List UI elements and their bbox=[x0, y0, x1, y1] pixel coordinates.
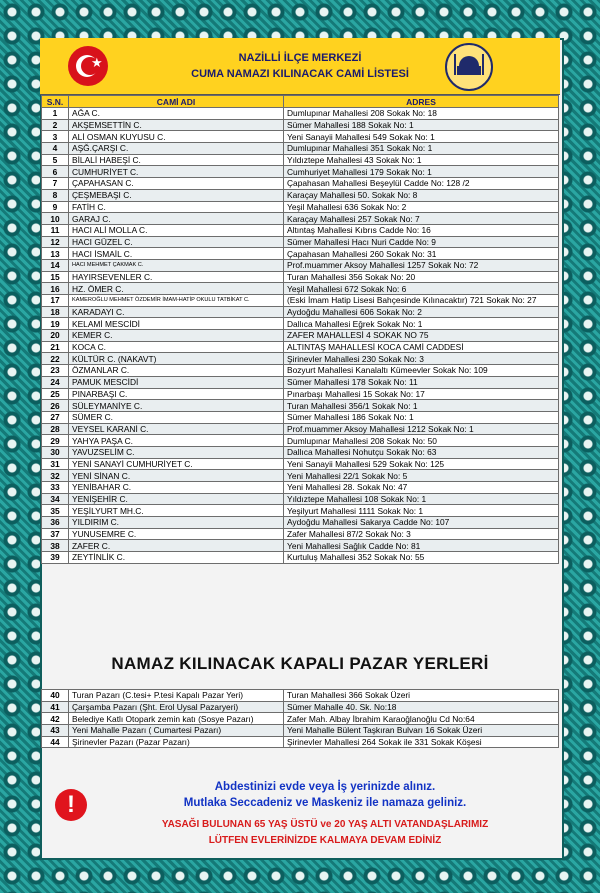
row-address: Yeşilyurt Mahallesi 1111 Sokak No: 1 bbox=[284, 505, 559, 517]
row-address: Yeni Sanayii Mahallesi 529 Sokak No: 125 bbox=[284, 458, 559, 470]
row-sn: 11 bbox=[42, 224, 69, 236]
table-row bbox=[42, 259, 559, 271]
row-sn: 29 bbox=[42, 435, 69, 447]
row-name: YENİBAHAR C. bbox=[69, 482, 284, 494]
row-sn: 19 bbox=[42, 318, 69, 330]
row-address: Yeşil Mahallesi 672 Sokak No: 6 bbox=[284, 283, 559, 295]
table-row bbox=[42, 411, 559, 423]
table-row bbox=[42, 248, 559, 260]
row-address: Kurtuluş Mahallesi 352 Sokak No: 55 bbox=[284, 552, 559, 564]
row-address: Şirinevler Mahallesi 264 Sokak ile 331 Sokak Köşesi bbox=[284, 736, 559, 748]
row-name: KARADAYI C. bbox=[69, 306, 284, 318]
mosque-table bbox=[41, 95, 559, 564]
row-address: Prof.muammer Aksoy Mahallesi 1212 Sokak No: 1 bbox=[284, 423, 559, 435]
row-name: YAVUZSELİM C. bbox=[69, 446, 284, 458]
table-row bbox=[42, 376, 559, 388]
row-name: KELAMİ MESCİDİ bbox=[69, 318, 284, 330]
row-address: ALTINTAŞ MAHALLESİ KOCA CAMİ CADDESİ bbox=[284, 341, 559, 353]
notice-line-1: Abdestinizi evde veya İş yerinizde alınız. bbox=[214, 781, 436, 793]
row-name: YENİŞEHİR C. bbox=[69, 493, 284, 505]
row-address: Zafer Mah. Albay İbrahim Karaoğlanoğlu Cd No:64 bbox=[284, 713, 559, 725]
row-address: Karaçay Mahallesi 50. Sokak No: 8 bbox=[284, 189, 559, 201]
row-sn: 30 bbox=[42, 446, 69, 458]
row-address: Dallıca Mahallesi Eğrek Sokak No: 1 bbox=[284, 318, 559, 330]
row-sn: 2 bbox=[42, 119, 69, 131]
row-sn: 31 bbox=[42, 458, 69, 470]
row-name: PAMUK MESCİDİ bbox=[69, 376, 284, 388]
row-name: ÖZMANLAR C. bbox=[69, 365, 284, 377]
row-name: FATİH C. bbox=[69, 201, 284, 213]
row-name: HACI İSMAİL C. bbox=[69, 248, 284, 260]
table-header-row bbox=[42, 96, 559, 108]
row-name: YILDIRIM C. bbox=[69, 517, 284, 529]
row-address: Cumhuriyet Mahallesi 179 Sokak No: 1 bbox=[284, 166, 559, 178]
row-name: KÜLTÜR C. (NAKAVT) bbox=[69, 353, 284, 365]
row-sn: 39 bbox=[42, 552, 69, 564]
row-sn: 18 bbox=[42, 306, 69, 318]
row-address: Yeni Mahallesi 22/1 Sokak No: 5 bbox=[284, 470, 559, 482]
row-name: AŞĞ.ÇARŞI C. bbox=[69, 143, 284, 155]
row-sn: 15 bbox=[42, 271, 69, 283]
row-address: Çapahasan Mahallesi 260 Sokak No: 31 bbox=[284, 248, 559, 260]
table-row bbox=[42, 224, 559, 236]
header-name: CAMİ ADI bbox=[69, 96, 284, 108]
row-address: Aydoğdu Mahallesi 606 Sokak No: 2 bbox=[284, 306, 559, 318]
row-sn: 40 bbox=[42, 690, 69, 702]
row-address: Sümer Mahalle 40. Sk. No:18 bbox=[284, 701, 559, 713]
table-row bbox=[42, 713, 559, 725]
row-name: YEŞİLYURT MH.C. bbox=[69, 505, 284, 517]
row-sn: 1 bbox=[42, 108, 69, 120]
row-name: YENİ SANAYİ CUMHURİYET C. bbox=[69, 458, 284, 470]
table-row bbox=[42, 423, 559, 435]
row-address: Çapahasan Mahallesi Beşeylül Cadde No: 128 /2 bbox=[284, 178, 559, 190]
row-address: Yeşil Mahallesi 636 Sokak No: 2 bbox=[284, 201, 559, 213]
row-sn: 38 bbox=[42, 540, 69, 552]
table-row bbox=[42, 295, 559, 307]
row-sn: 21 bbox=[42, 341, 69, 353]
row-name: BİLALİ HABEŞİ C. bbox=[69, 154, 284, 166]
table-row bbox=[42, 131, 559, 143]
row-address: Pınarbaşı Mahallesi 15 Sokak No: 17 bbox=[284, 388, 559, 400]
row-sn: 32 bbox=[42, 470, 69, 482]
row-sn: 14 bbox=[42, 259, 69, 271]
notice-line-4: LÜTFEN EVLERİNİZDE KALMAYA DEVAM EDİNİZ bbox=[208, 835, 442, 846]
header-sn: S.N. bbox=[42, 96, 69, 108]
row-sn: 13 bbox=[42, 248, 69, 260]
row-address: Yeni Mahallesi 28. Sokak No: 47 bbox=[284, 482, 559, 494]
row-address: Yeni Mahallesi Sağlık Cadde No: 81 bbox=[284, 540, 559, 552]
row-name: YUNUSEMRE C. bbox=[69, 528, 284, 540]
mosque-table-body bbox=[42, 108, 559, 564]
row-name: KAMEROĞLU MEHMET ÖZDEMİR İMAM-HATİP OKULU TATBİKAT C. bbox=[69, 295, 284, 307]
row-address: Yeni Mahalle Bülent Taşkıran Bulvarı 16 Sokak Üzeri bbox=[284, 725, 559, 737]
row-sn: 17 bbox=[42, 295, 69, 307]
table-row bbox=[42, 341, 559, 353]
row-sn: 35 bbox=[42, 505, 69, 517]
row-name: AĞA C. bbox=[69, 108, 284, 120]
table-row bbox=[42, 400, 559, 412]
row-sn: 42 bbox=[42, 713, 69, 725]
row-name: SÜMER C. bbox=[69, 411, 284, 423]
notice-box bbox=[41, 771, 559, 856]
table-row bbox=[42, 353, 559, 365]
row-name: AKŞEMSETTİN C. bbox=[69, 119, 284, 131]
row-address: Yeni Sanayii Mahallesi 549 Sokak No: 1 bbox=[284, 131, 559, 143]
row-name: HZ. ÖMER C. bbox=[69, 283, 284, 295]
mufti-logo-icon bbox=[445, 43, 493, 91]
row-address: Turan Mahallesi 356 Sokak No: 20 bbox=[284, 271, 559, 283]
row-name: YAHYA PAŞA C. bbox=[69, 435, 284, 447]
table-row bbox=[42, 388, 559, 400]
row-address: (Eski İmam Hatip Lisesi Bahçesinde Kılınacaktır) 721 Sokak No: 27 bbox=[284, 295, 559, 307]
row-address: Sümer Mahallesi 178 Sokak No: 11 bbox=[284, 376, 559, 388]
row-name: GARAJ C. bbox=[69, 213, 284, 225]
row-name: ZEYTİNLİK C. bbox=[69, 552, 284, 564]
table-row bbox=[42, 482, 559, 494]
row-sn: 4 bbox=[42, 143, 69, 155]
row-name: HAYIRSEVENLER C. bbox=[69, 271, 284, 283]
row-address: Aydoğdu Mahallesi Sakarya Cadde No: 107 bbox=[284, 517, 559, 529]
header-address: ADRES bbox=[284, 96, 559, 108]
pazar-table-body bbox=[42, 690, 559, 748]
row-address: ZAFER MAHALLESİ 4 SOKAK NO 75 bbox=[284, 330, 559, 342]
table-row bbox=[42, 736, 559, 748]
row-name: Yeni Mahalle Pazarı ( Cumartesi Pazarı) bbox=[69, 725, 284, 737]
row-address: Dallıca Mahallesi Nohutçu Sokak No: 63 bbox=[284, 446, 559, 458]
row-sn: 3 bbox=[42, 131, 69, 143]
row-address: Turan Mahallesi 366 Sokak Üzeri bbox=[284, 690, 559, 702]
row-sn: 37 bbox=[42, 528, 69, 540]
row-sn: 7 bbox=[42, 178, 69, 190]
row-name: CUMHURİYET C. bbox=[69, 166, 284, 178]
row-name: Şirinevler Pazarı (Pazar Pazarı) bbox=[69, 736, 284, 748]
table-row bbox=[42, 178, 559, 190]
table-row bbox=[42, 318, 559, 330]
table-row bbox=[42, 493, 559, 505]
row-sn: 43 bbox=[42, 725, 69, 737]
table-row bbox=[42, 458, 559, 470]
row-sn: 36 bbox=[42, 517, 69, 529]
row-name: SÜLEYMANİYE C. bbox=[69, 400, 284, 412]
table-row bbox=[42, 528, 559, 540]
exclamation-icon: ! bbox=[55, 789, 87, 821]
row-address: Bozyurt Mahallesi Kanalaltı Kümeevler Sokak No: 109 bbox=[284, 365, 559, 377]
page-header bbox=[40, 38, 560, 95]
table-row bbox=[42, 143, 559, 155]
row-sn: 27 bbox=[42, 411, 69, 423]
table-row bbox=[42, 154, 559, 166]
row-address: Yıldıztepe Mahallesi 43 Sokak No: 1 bbox=[284, 154, 559, 166]
table-row bbox=[42, 690, 559, 702]
row-address: Zafer Mahallesi 87/2 Sokak No: 3 bbox=[284, 528, 559, 540]
row-sn: 10 bbox=[42, 213, 69, 225]
row-address: Prof.muammer Aksoy Mahallesi 1257 Sokak No: 72 bbox=[284, 259, 559, 271]
row-name: ÇEŞMEBAŞI C. bbox=[69, 189, 284, 201]
row-sn: 23 bbox=[42, 365, 69, 377]
turkish-flag-icon: ★ bbox=[68, 46, 108, 86]
row-address: Şirinevler Mahallesi 230 Sokak No: 3 bbox=[284, 353, 559, 365]
row-sn: 24 bbox=[42, 376, 69, 388]
row-sn: 20 bbox=[42, 330, 69, 342]
table-row bbox=[42, 213, 559, 225]
header-title-2: CUMA NAMAZI KILINACAK CAMİ LİSTESİ bbox=[191, 68, 409, 80]
row-address: Sümer Mahallesi 188 Sokak No: 1 bbox=[284, 119, 559, 131]
row-sn: 33 bbox=[42, 482, 69, 494]
row-name: ZAFER C. bbox=[69, 540, 284, 552]
row-name: Turan Pazarı (C.tesi+ P.tesi Kapalı Pazar Yeri) bbox=[69, 690, 284, 702]
row-name: ÇAPAHASAN C. bbox=[69, 178, 284, 190]
row-address: Altıntaş Mahallesi Kıbrıs Cadde No: 16 bbox=[284, 224, 559, 236]
row-name: HACI ALİ MOLLA C. bbox=[69, 224, 284, 236]
row-sn: 9 bbox=[42, 201, 69, 213]
notice-line-3: YASAĞI BULUNAN 65 YAŞ ÜSTÜ ve 20 YAŞ ALTI VATANDAŞLARIMIZ bbox=[161, 819, 489, 830]
table-row bbox=[42, 470, 559, 482]
row-address: Karaçay Mahallesi 257 Sokak No: 7 bbox=[284, 213, 559, 225]
row-address: Dumlupınar Mahallesi 351 Sokak No: 1 bbox=[284, 143, 559, 155]
row-sn: 41 bbox=[42, 701, 69, 713]
table-row bbox=[42, 701, 559, 713]
table-row bbox=[42, 119, 559, 131]
row-sn: 25 bbox=[42, 388, 69, 400]
row-name: KOCA C. bbox=[69, 341, 284, 353]
table-row bbox=[42, 108, 559, 120]
row-sn: 28 bbox=[42, 423, 69, 435]
table-row bbox=[42, 306, 559, 318]
table-row bbox=[42, 505, 559, 517]
row-address: Yıldıztepe Mahallesi 108 Sokak No: 1 bbox=[284, 493, 559, 505]
row-address: Dumlupınar Mahallesi 208 Sokak No: 18 bbox=[284, 108, 559, 120]
row-sn: 26 bbox=[42, 400, 69, 412]
row-name: PINARBAŞI C. bbox=[69, 388, 284, 400]
table-row bbox=[42, 446, 559, 458]
row-sn: 16 bbox=[42, 283, 69, 295]
pazar-section-title: NAMAZ KILINACAK KAPALI PAZAR YERLERİ bbox=[111, 654, 489, 673]
row-name: HACI GÜZEL C. bbox=[69, 236, 284, 248]
row-name: YENİ SİNAN C. bbox=[69, 470, 284, 482]
row-sn: 6 bbox=[42, 166, 69, 178]
row-sn: 44 bbox=[42, 736, 69, 748]
table-row bbox=[42, 517, 559, 529]
table-row bbox=[42, 365, 559, 377]
row-name: KEMER C. bbox=[69, 330, 284, 342]
table-row bbox=[42, 435, 559, 447]
row-sn: 12 bbox=[42, 236, 69, 248]
row-address: Turan Mahallesi 356/1 Sokak No: 1 bbox=[284, 400, 559, 412]
table-row bbox=[42, 552, 559, 564]
row-address: Dumlupınar Mahallesi 208 Sokak No: 50 bbox=[284, 435, 559, 447]
table-row bbox=[42, 725, 559, 737]
row-sn: 5 bbox=[42, 154, 69, 166]
row-name: HACI MEHMET ÇAKMAK C. bbox=[69, 259, 284, 271]
notice-line-2: Mutlaka Seccadeniz ve Maskeniz ile namaza geliniz. bbox=[183, 797, 467, 809]
header-title-1: NAZİLLİ İLÇE MERKEZİ bbox=[238, 52, 362, 64]
table-row bbox=[42, 271, 559, 283]
row-address: Sümer Mahallesi 186 Sokak No: 1 bbox=[284, 411, 559, 423]
row-name: ALİ OSMAN KUYUSU C. bbox=[69, 131, 284, 143]
table-row bbox=[42, 166, 559, 178]
row-name: VEYSEL KARANİ C. bbox=[69, 423, 284, 435]
table-row bbox=[42, 236, 559, 248]
row-name: Çarşamba Pazarı (Şht. Erol Uysal Pazaryeri) bbox=[69, 701, 284, 713]
table-row bbox=[42, 330, 559, 342]
row-name: Belediye Katlı Otopark zemin katı (Sosye Pazarı) bbox=[69, 713, 284, 725]
row-sn: 22 bbox=[42, 353, 69, 365]
table-row bbox=[42, 283, 559, 295]
table-row bbox=[42, 201, 559, 213]
pazar-table bbox=[41, 689, 559, 748]
table-row bbox=[42, 540, 559, 552]
table-row bbox=[42, 189, 559, 201]
row-sn: 34 bbox=[42, 493, 69, 505]
row-sn: 8 bbox=[42, 189, 69, 201]
row-address: Sümer Mahallesi Hacı Nuri Cadde No: 9 bbox=[284, 236, 559, 248]
